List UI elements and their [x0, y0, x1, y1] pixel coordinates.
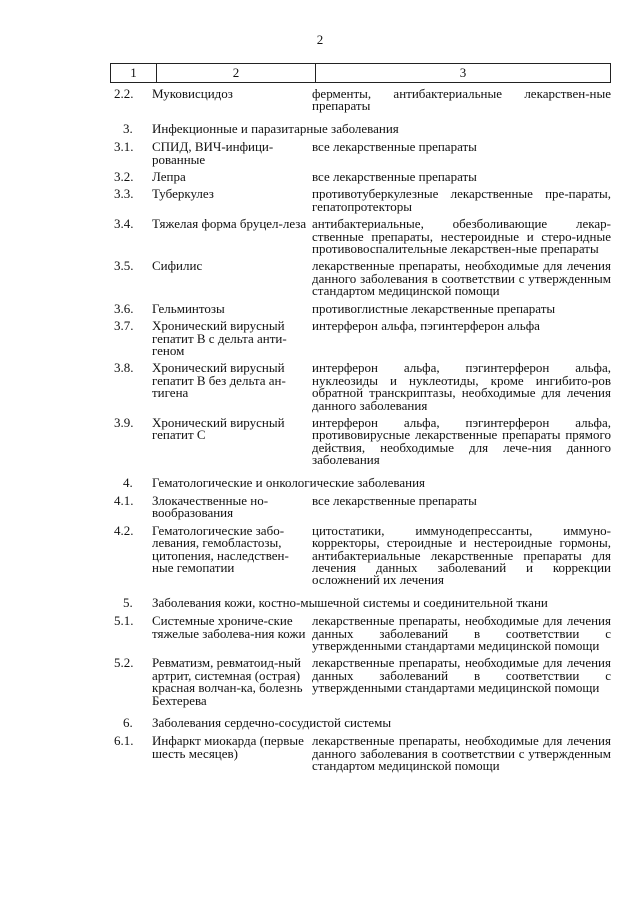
table-row — [110, 141, 611, 166]
row-number: 3.3. — [114, 186, 134, 202]
table-row — [110, 171, 611, 183]
table-row — [110, 735, 611, 772]
disease-name: Злокачественные но-вообразования — [152, 492, 269, 521]
disease-name: Ревматизм, ревматоид-ный артрит, системная (острая) красная волчан-ка, болезнь Бехтерева — [152, 655, 303, 708]
disease-name: СПИД, ВИЧ-инфици-рованные — [152, 139, 274, 167]
table-row — [110, 320, 611, 357]
medication-description: все лекарственные препараты — [312, 139, 477, 155]
medication-description: противоглистные лекарственные препараты — [312, 300, 556, 316]
medication-description: все лекарственные препараты — [312, 169, 477, 185]
table-row — [110, 188, 611, 213]
medication-description: противотуберкулезные лекарственные пре-параты, гепатопротекторы — [312, 186, 611, 214]
medication-description: интерферон альфа, пэгинтерферон альфа, противовирусные лекарственные препараты прямого действия, необходимые для лече-ния данного заболевания — [312, 414, 611, 468]
table-row — [110, 362, 611, 412]
row-number: 3.5. — [114, 258, 134, 274]
row-number: 3. — [123, 120, 133, 136]
row-number: 5.1. — [114, 613, 134, 629]
row-number: 5. — [123, 594, 133, 610]
medication-description: интерферон альфа, пэгинтерферон альфа, нуклеозиды и нуклеотиды, кроме ингибито-ров обратной транскриптазы, необходимые для лечения данного заболевания — [312, 360, 611, 413]
medication-description: лекарственные препараты, необходимые для лечения данного заболевания в соответствии с утвержденным стандартом медицинской помощи — [312, 733, 611, 774]
disease-name: Тяжелая форма бруцел-леза — [152, 216, 307, 232]
disease-name: Лепра — [152, 169, 186, 185]
disease-name: Туберкулез — [152, 186, 214, 202]
table-row — [110, 615, 611, 652]
header-col-2: 2 — [157, 64, 316, 82]
table-row — [110, 492, 611, 521]
row-number: 6. — [123, 715, 133, 731]
disease-name: Хронический вирусный гепатит С — [152, 414, 285, 443]
disease-name: Системные хрониче-ские тяжелые заболева-ния кожи — [152, 613, 306, 641]
disease-name: Хронический вирусный гепатит В с дельта анти-геном — [152, 318, 287, 358]
row-number: 4.1. — [114, 492, 134, 508]
row-number: 3.9. — [114, 414, 134, 430]
table-row — [110, 522, 611, 588]
section-title: Заболевания кожи, костно-мышечной системы и соединительной ткани — [152, 594, 548, 610]
page-number: 2 — [316, 32, 324, 47]
row-number: 4.2. — [114, 522, 134, 538]
row-number: 3.4. — [114, 216, 134, 232]
row-number: 3.6. — [114, 300, 134, 316]
row-number: 6.1. — [114, 733, 134, 749]
section-row — [110, 474, 611, 490]
row-number: 3.8. — [114, 360, 134, 376]
medication-description: антибактериальные, обезболивающие лекар-ственные препараты, нестероидные и стеро-идные противовоспалительные лекарствен-ные препараты — [312, 216, 611, 257]
row-number: 4. — [123, 474, 133, 490]
medication-description: лекарственные препараты, необходимые для лечения данного заболевания в соответствии с утвержденным стандартом медицинской помощи — [312, 258, 611, 299]
medication-description: ферменты, антибактериальные лекарствен-ные препараты — [312, 86, 611, 114]
section-title: Инфекционные и паразитарные заболевания — [152, 120, 399, 136]
medication-description: все лекарственные препараты — [312, 492, 477, 508]
row-number: 5.2. — [114, 655, 134, 671]
table-header — [110, 63, 611, 83]
disease-name: Инфаркт миокарда (первые шесть месяцев) — [152, 733, 304, 761]
header-col-1: 1 — [111, 64, 157, 82]
disease-name: Гельминтозы — [152, 300, 225, 316]
section-title: Заболевания сердечно-сосудистой системы — [152, 715, 392, 731]
section-row — [110, 120, 611, 136]
row-number: 2.2. — [114, 86, 134, 101]
section-title: Гематологические и онкологические заболевания — [152, 474, 426, 490]
section-row — [110, 594, 611, 610]
row-number: 3.7. — [114, 318, 134, 334]
disease-name: Хронический вирусный гепатит В без дельта ан-тигена — [152, 360, 286, 401]
section-row — [110, 717, 611, 729]
table-row — [110, 300, 611, 316]
table-row — [110, 657, 611, 707]
medication-description: лекарственные препараты, необходимые для лечения данных заболеваний в соответствии с утвержденными стандартами медицинской помощи — [312, 613, 611, 654]
table-row — [110, 260, 611, 297]
disease-name: Муковисцидоз — [152, 86, 233, 101]
table-row — [110, 218, 611, 255]
row-number: 3.2. — [114, 169, 134, 185]
disease-name: Сифилис — [152, 258, 203, 274]
table-row — [110, 88, 611, 113]
table-row — [110, 414, 611, 468]
table-body — [110, 88, 611, 778]
header-col-3: 3 — [459, 65, 467, 80]
row-number: 3.1. — [114, 139, 134, 155]
disease-name: Гематологические забо-левания, гемобластозы, цитопения, наследствен-ные гемопатии — [152, 522, 289, 575]
medication-description: лекарственные препараты, необходимые для лечения данных заболеваний в соответствии с утвержденными стандартами медицинской помощи — [312, 655, 611, 696]
medication-description: цитостатики, иммунодепрессанты, иммуно-корректоры, стероидные и нестероидные гормоны, антибактериальные лекарственные препараты для лечения данных заболеваний и коррекции осложнений их лечения — [312, 522, 611, 588]
medication-description: интерферон альфа, пэгинтерферон альфа — [312, 318, 540, 334]
